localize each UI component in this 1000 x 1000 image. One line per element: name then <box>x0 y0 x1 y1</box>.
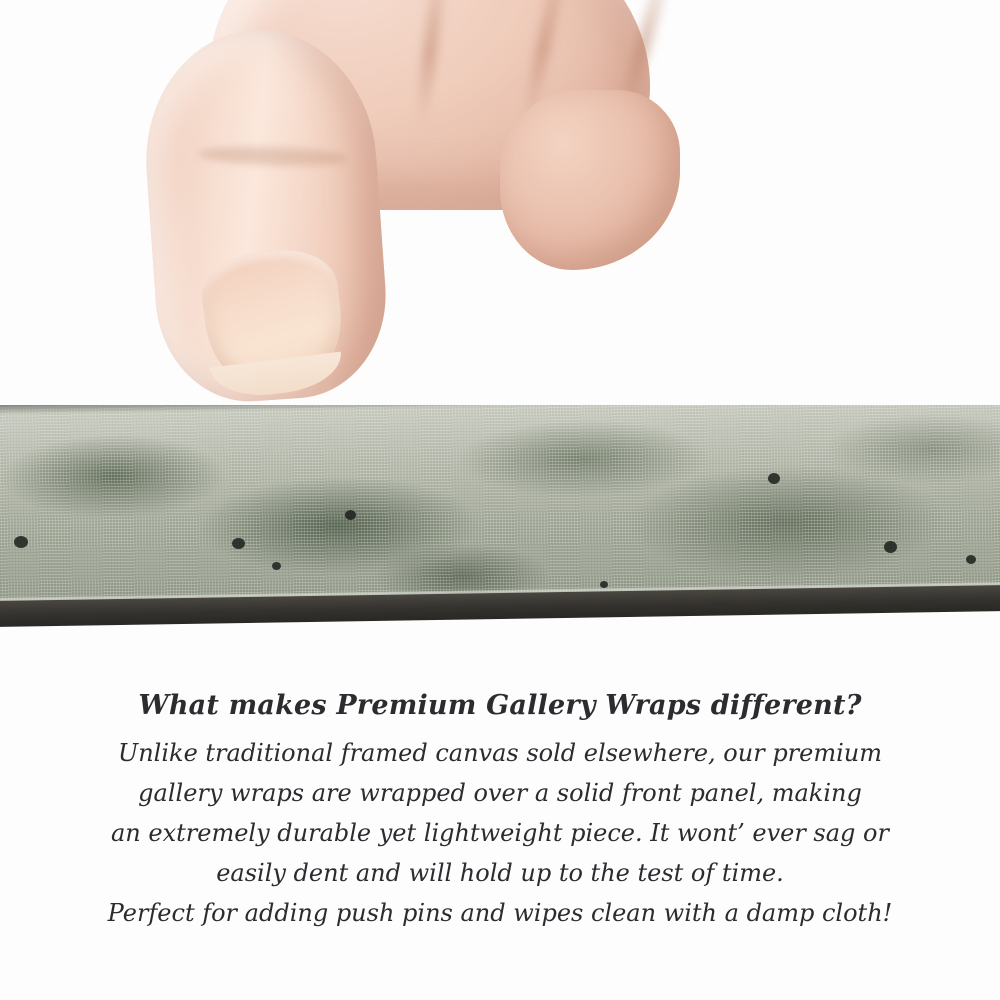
canvas-speck <box>768 473 780 484</box>
caption-block <box>0 690 1000 933</box>
caption-line: gallery wraps are wrapped over a solid front panel, making <box>138 779 862 807</box>
knuckle-crease <box>413 0 450 130</box>
caption-line: an extremely durable yet lightweight piece. It wont’ ever sag or <box>111 819 889 847</box>
finger-crease <box>198 145 349 168</box>
caption-line: easily dent and will hold up to the test of time. <box>216 859 784 887</box>
hand-region <box>0 0 1000 410</box>
canvas-speck <box>345 510 356 520</box>
caption-line: Perfect for adding push pins and wipes clean with a damp cloth! <box>107 899 893 927</box>
canvas-speck <box>600 581 608 588</box>
canvas-speck <box>884 541 897 553</box>
human-hand <box>120 0 660 410</box>
canvas-speck <box>232 538 245 549</box>
canvas-edge-strip <box>0 405 1000 627</box>
canvas-speck <box>272 562 281 570</box>
canvas-weave-texture <box>0 405 1000 615</box>
canvas-speck <box>14 536 28 548</box>
caption-heading: What makes Premium Gallery Wraps different? <box>138 690 862 721</box>
canvas-speck <box>966 555 976 564</box>
thumb <box>500 90 680 270</box>
caption-line: Unlike traditional framed canvas sold elsewhere, our premium <box>117 739 882 767</box>
